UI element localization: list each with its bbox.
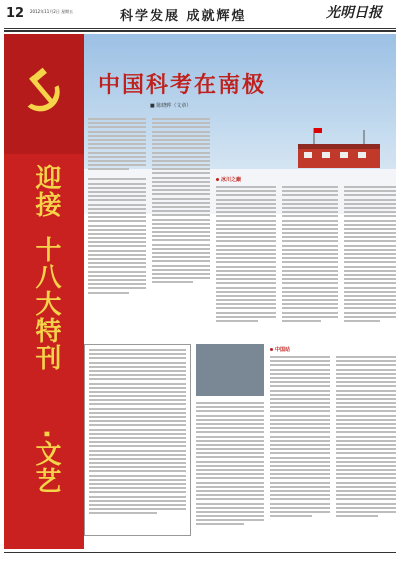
header-rule <box>4 28 396 29</box>
banner-line2: 十八大特刊 <box>31 236 61 371</box>
banner-line1: 迎接 <box>31 164 61 218</box>
boxed-article <box>84 344 191 536</box>
header-rule-thick <box>4 30 396 32</box>
newspaper-logo: 光明日报 <box>326 5 382 21</box>
article-byline: ■ 陈晓晔（文章） <box>150 103 192 109</box>
page-number: 12 <box>6 6 25 21</box>
party-emblem-area <box>4 34 84 154</box>
side-banner <box>4 34 84 549</box>
body-column-5 <box>344 186 396 340</box>
page-header <box>0 0 400 28</box>
section-heading-2: 中国站 <box>270 346 290 353</box>
research-station-icon <box>294 126 384 174</box>
hammer-sickle-icon <box>14 64 72 122</box>
section-heading-1: 冰川之巅 <box>216 176 241 183</box>
section-slogan: 科学发展 成就辉煌 <box>120 9 247 24</box>
body-column-7 <box>270 356 330 542</box>
banner-line3: ·文艺 <box>31 429 61 494</box>
body-column-8 <box>336 356 396 542</box>
inset-photo <box>196 344 264 396</box>
body-column-2 <box>152 118 210 340</box>
footer-rule <box>4 552 396 553</box>
body-column-6 <box>196 402 264 542</box>
article-title: 中国科考在南极 <box>98 72 267 98</box>
body-column-3 <box>216 186 276 340</box>
body-column-1 <box>88 118 146 340</box>
issue-date: 2012年11月2日 星期五 <box>30 9 74 14</box>
body-column-4 <box>282 186 338 340</box>
boxed-article-text <box>89 349 186 531</box>
